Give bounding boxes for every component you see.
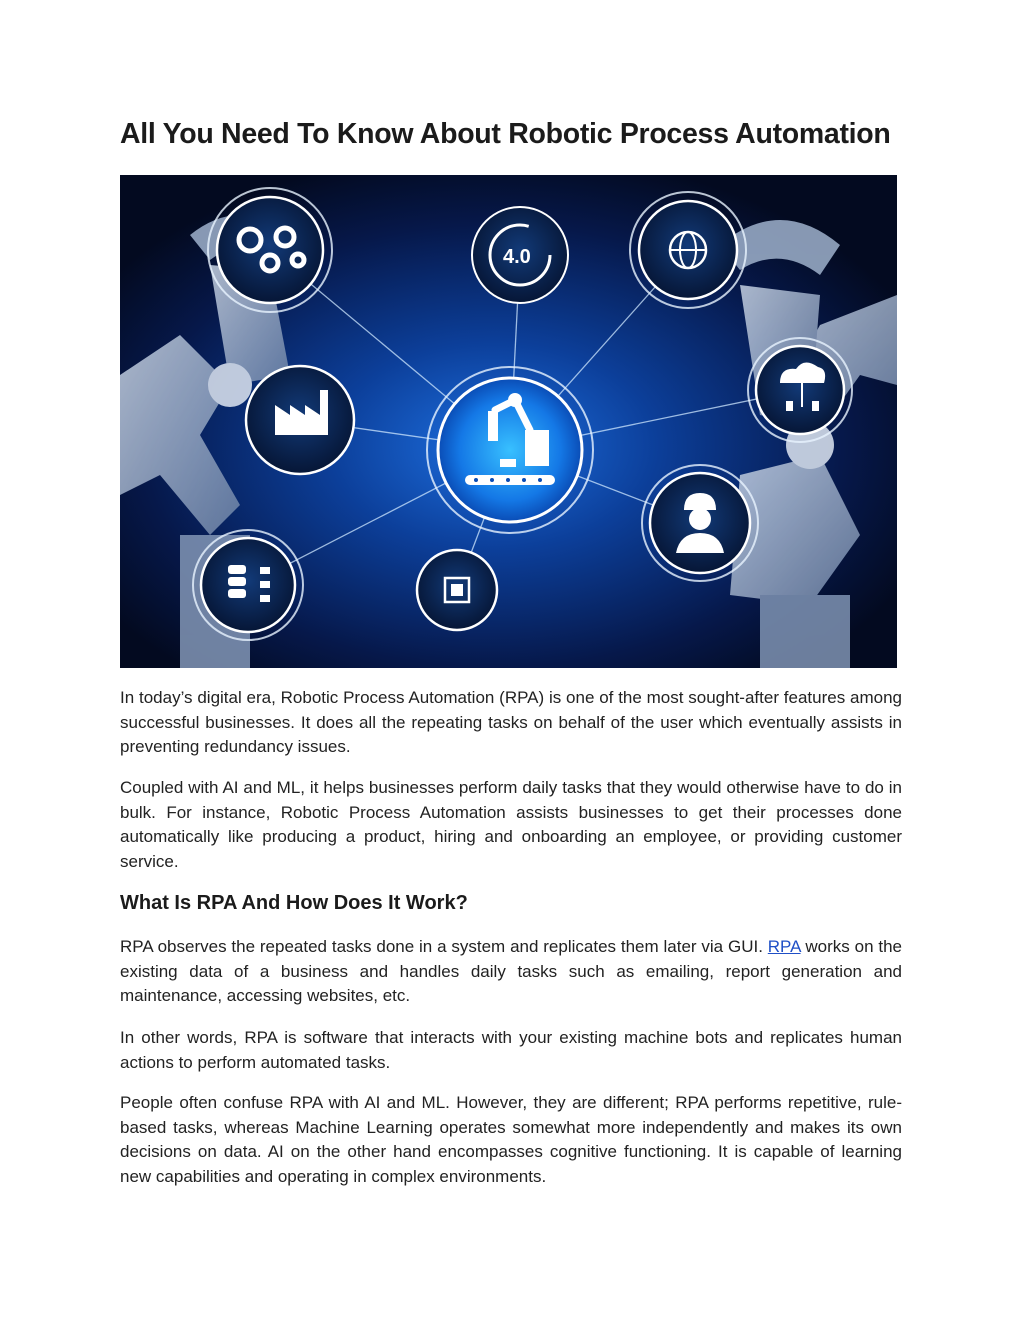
section-heading: What Is RPA And How Does It Work?	[120, 892, 468, 914]
database-server-icon	[193, 530, 303, 640]
rpa-work-text-after: works on the existing data of a business and handles daily tasks such as emailing, report generation and maintenance, accessing websites, etc.	[120, 937, 903, 1005]
cloud-network-icon	[748, 338, 852, 442]
article-title: All You Need To Know About Robotic Process Automation	[120, 118, 891, 150]
svg-text:4.0: 4.0	[503, 246, 531, 268]
other-words-paragraph: In other words, RPA is software that interacts with your existing machine bots and replicates human actions to perform automated tasks.	[120, 1028, 902, 1072]
gears-icon	[208, 188, 332, 312]
coupled-paragraph: Coupled with AI and ML, it helps businesses perform daily tasks that they would otherwise have to do in bulk. For instance, Robotic Process Automation assists businesses to get their processes done automatically like producing a product, hiring and onboarding an employee, or providing customer service.	[120, 778, 902, 871]
rpa-link[interactable]: RPA	[767, 937, 801, 956]
robot-arm-icon	[427, 367, 593, 533]
industry-4-icon	[472, 207, 568, 303]
globe-network-icon	[630, 192, 746, 308]
intro-paragraph: In today’s digital era, Robotic Process Automation (RPA) is one of the most sought-after features among successful businesses. It does all the repeating tasks on behalf of the user which eventually assists in preventing redundancy issues.	[120, 688, 902, 756]
engineer-icon	[642, 465, 758, 581]
microchip-icon	[417, 550, 497, 630]
rpa-work-text-before: RPA observes the repeated tasks done in a system and replicates them later via GUI.	[120, 937, 768, 956]
hero-image	[120, 175, 897, 668]
confusion-paragraph: People often confuse RPA with AI and ML. However, they are different; RPA performs repetitive, rule-based tasks, whereas Machine Learning operates somewhat more independently and makes its own decisions on data. AI on the other hand encompasses cognitive functioning. It is capable of learning new capabilities and operating in complex environments.	[120, 1093, 902, 1186]
rpa-work-paragraph	[120, 935, 902, 1009]
factory-icon	[246, 366, 354, 474]
